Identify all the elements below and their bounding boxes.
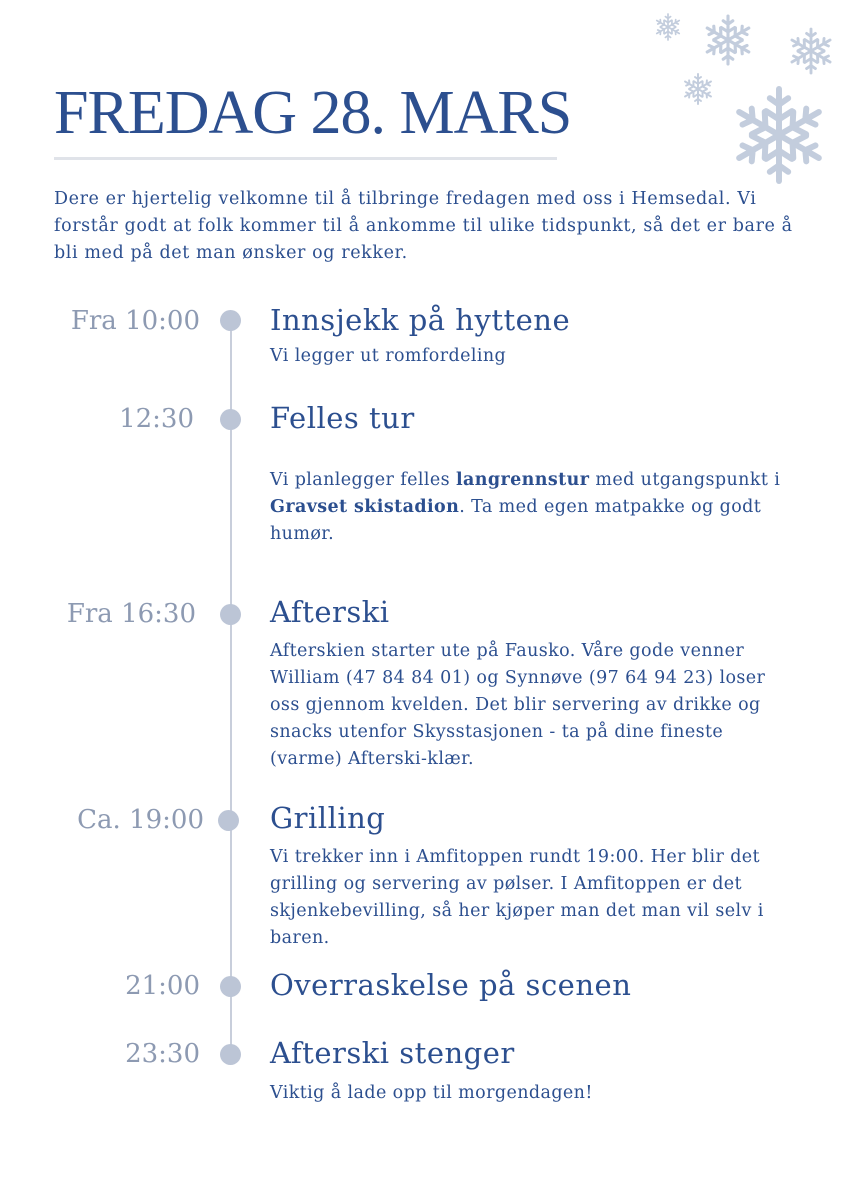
snowflake-icon (704, 16, 752, 64)
event-title: Afterski stenger (270, 1036, 515, 1070)
snowflake-icon (655, 14, 681, 40)
event-time: 23:30 (125, 1039, 200, 1069)
event-description: Afterskien starter ute på Fausko. Våre gode venner William (47 84 84 01) og Synnøve (97 64 94 23) loser oss gjennom kvelden. Det blir servering av drikke og snacks utenfor Skysstasjonen - ta på dine fineste (varme) Afterski-klær. (270, 641, 766, 769)
event-title: Overraskelse på scenen (270, 968, 632, 1002)
event-description: Viktig å lade opp til morgendagen! (270, 1083, 593, 1103)
event-time: Ca. 19:00 (77, 805, 204, 835)
event-title: Afterski (270, 595, 390, 629)
snowflake-icon (733, 89, 826, 181)
snowflakes-decoration (640, 0, 848, 200)
event-description: Vi planlegger felles langrennstur med utgangspunkt i Gravset skistadion. Ta med egen matpakke og godt humør. (270, 470, 781, 544)
timeline-dot (220, 976, 241, 997)
timeline-dot (218, 810, 239, 831)
event-time: Fra 10:00 (70, 306, 200, 336)
timeline-dot (220, 604, 241, 625)
event-time: Fra 16:30 (66, 599, 196, 629)
timeline-dot (220, 409, 241, 430)
event-title: Innsjekk på hyttene (270, 303, 571, 337)
event-title: Grilling (270, 801, 386, 835)
page-title: FREDAG 28. MARS (54, 79, 572, 147)
timeline-line (230, 320, 232, 1055)
snowflake-icon (683, 74, 713, 104)
event-description: Vi trekker inn i Amfitoppen rundt 19:00. Her blir det grilling og servering av pølser. I Amfitoppen er det skjenkebevilling, så her kjøper man det man vil selv i baren. (270, 847, 764, 948)
event-title: Felles tur (270, 401, 415, 435)
title-divider (54, 157, 557, 160)
timeline-dot (220, 1044, 241, 1065)
event-time: 21:00 (125, 971, 200, 1001)
snowflake-icon (789, 29, 833, 73)
event-time: 12:30 (119, 404, 194, 434)
intro-text: Dere er hjertelig velkomne til å tilbringe fredagen med oss i Hemsedal. Vi forstår godt at folk kommer til å ankomme til ulike tidspunkt, så det er bare å bli med på det man ønsker og rekker. (54, 189, 793, 263)
event-description: Vi legger ut romfordeling (270, 346, 507, 366)
timeline-dot (220, 310, 241, 331)
